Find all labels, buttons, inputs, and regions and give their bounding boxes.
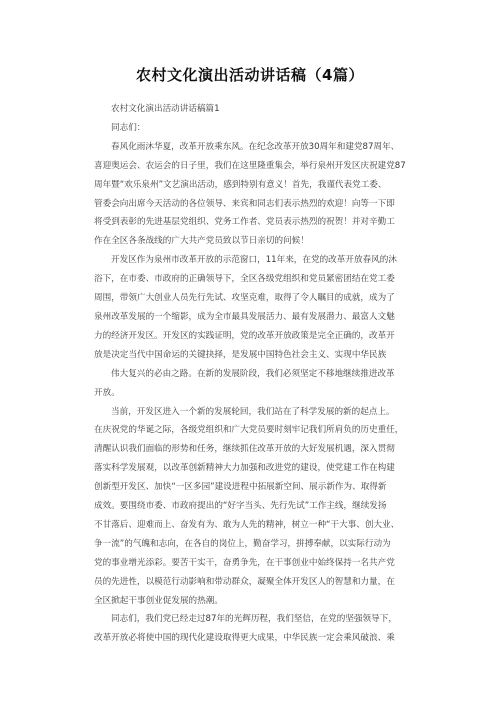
paragraph-line: 管委会向出席今天活动的各位领导、来宾和同志们表示热烈的欢迎！向等一下即	[94, 198, 395, 209]
paragraph-line: 力的经济开发区。开发区的实践证明，党的改革开放政策是完全正确的，改革开	[94, 330, 395, 341]
paragraph-line: 放是决定当代中国命运的关键抉择，是发展中国特色社会主义、实现中华民族	[94, 349, 387, 360]
paragraph-line: 泉州改革发展的一个缩影，成为全市最具发展活力、最有发展潜力、最富人文魅	[94, 311, 395, 322]
paragraph-2	[94, 251, 414, 402]
salutation: 同志们：	[111, 122, 146, 133]
paragraph-line: 同志们，我们党已经走过87年的光辉历程，我们坚信，在党的坚强领导下，	[111, 614, 397, 625]
paragraph-line: 创新型开发区、加快“一区多园”建设进程中拓展新空间、展示新作为、取得新	[94, 482, 387, 493]
paragraph-line: 周年暨“欢乐泉州”文艺演出活动，感到特别有意义！首先，我谨代表党工委、	[94, 179, 387, 190]
paragraph-line: 成效。要围绕市委、市政府提出的“好字当头、先行先试”工作主线，继续发扬	[94, 501, 387, 512]
paragraph-line: 党的事业增光添彩。要苦干实干，奋勇争先，在干事创业中始终保持一名共产党	[94, 557, 395, 568]
paragraph-1	[94, 138, 414, 251]
paragraph-line: 在庆祝党的华诞之际，各级党组织和广大党员要时刻牢记我们所肩负的历史重任，	[94, 425, 404, 436]
document-title: 农村文化演出活动讲话稿（4篇）	[136, 66, 364, 84]
paragraph-line: 争一流”的气魄和志向，在各自的岗位上，勤奋学习，拼搏奉献，以实际行动为	[94, 538, 391, 549]
paragraph-line: 周围，带领广大创业人员先行先试、攻坚克难，取得了令人瞩目的成就，成为了	[94, 293, 395, 304]
paragraph-line: 春风化雨沐华夏，改革开放乘东风。在纪念改革开放30周年和建党87周年、	[111, 141, 400, 152]
paragraph-line: 全区掀起干事创业促发展的热潮。	[94, 595, 223, 606]
paragraph-line: 开放。	[94, 387, 120, 398]
paragraph-3	[94, 403, 414, 611]
paragraph-line: 浴下，在市委、市政府的正确领导下，全区各级党组织和党员紧密团结在党工委	[94, 274, 395, 285]
paragraph-line: 落实科学发展观，以改革创新精神大力加强和改进党的建设，使党建工作在构建	[94, 463, 395, 474]
paragraph-line: 不甘落后、迎难而上、奋发有为、敢为人先的精神，树立一种“干大事、创大业、	[94, 519, 400, 530]
document-subtitle: 农村文化演出活动讲话稿篇1	[111, 104, 220, 114]
paragraph-line: 伟大复兴的必由之路。在新的发展阶段，我们必须坚定不移地继续推进改革	[111, 368, 395, 379]
paragraph-4	[94, 610, 414, 648]
paragraph-line: 将受到表彰的先进基层党组织、党务工作者、党员表示热烈的祝贺！并对辛勤工	[94, 217, 395, 228]
paragraph-line: 员的先进性，以模范行动影响和带动群众，凝聚全体开发区人的智慧和力量，在	[94, 576, 395, 587]
paragraph-line: 开发区作为泉州市改革开放的示范窗口，11年来，在党的改革开放春风的沐	[111, 255, 397, 266]
paragraph-line: 作在全区各条战线的广大共产党员致以节日亲切的问候！	[94, 236, 309, 247]
paragraph-line: 喜迎奥运会、农运会的日子里，我们在这里隆重集会，举行泉州开发区庆祝建党87	[94, 160, 406, 171]
paragraph-line: 清醒认识我们面临的形势和任务，继续抓住改革开放的大好发展机遇，深入贯彻	[94, 444, 395, 455]
paragraph-line: 当前，开发区进入一个新的发展轮回，我们站在了科学发展的新的起点上。	[111, 406, 395, 417]
paragraph-line: 改革开放必将使中国的现代化建设取得更大成果，中华民族一定会乘风破浪、乘	[94, 633, 395, 644]
document-body	[94, 100, 414, 648]
